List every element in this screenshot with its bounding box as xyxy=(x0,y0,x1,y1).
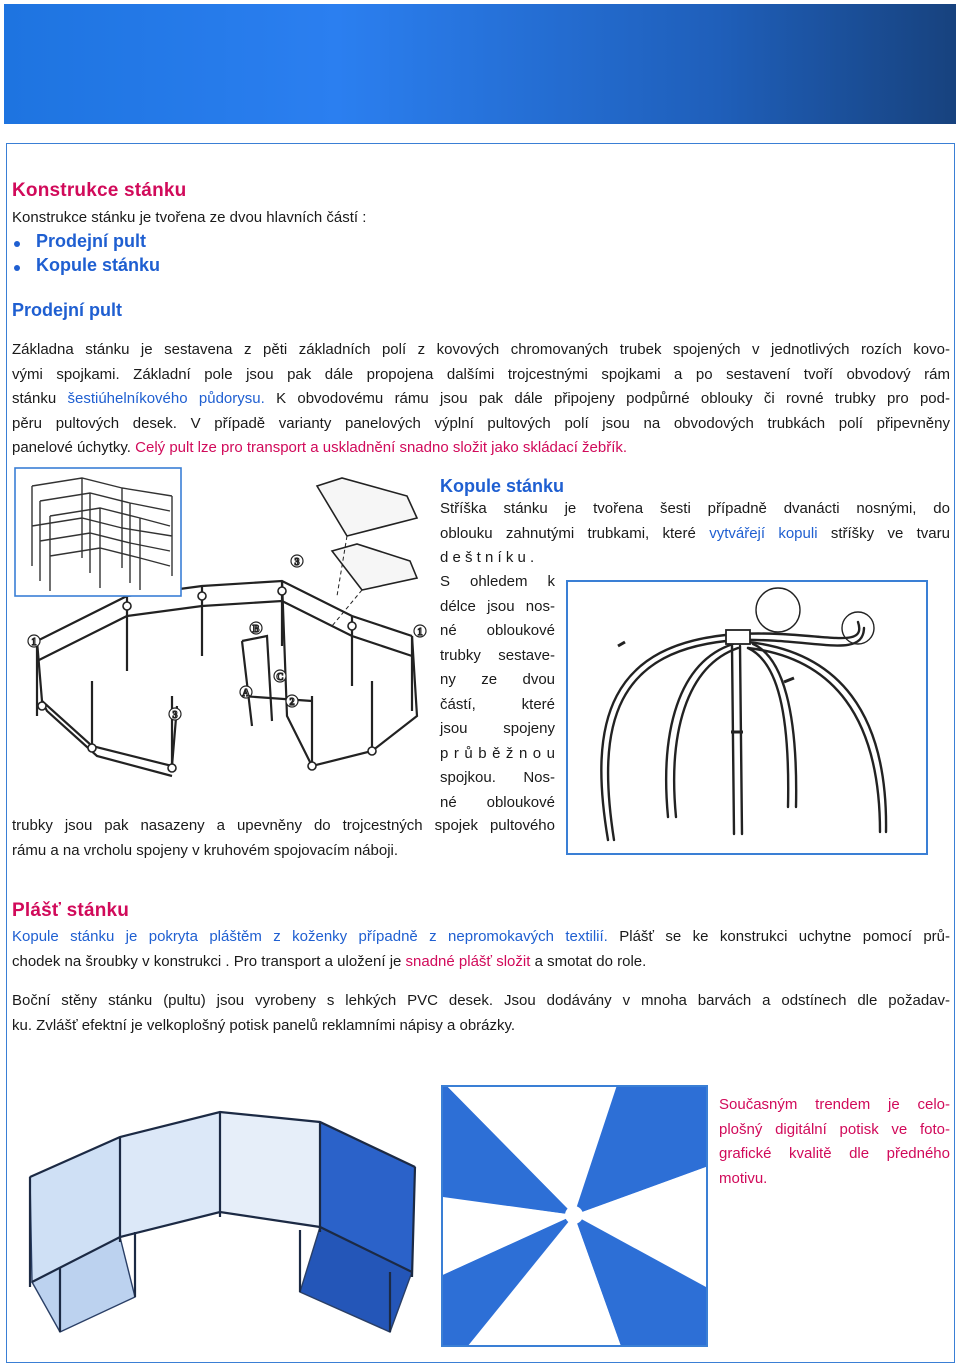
konstrukce-intro: Konstrukce stánku je tvořena ze dvou hlavních částí : xyxy=(12,209,367,226)
pult-line-1: Základna stánku je sestavena z pěti základních polí z kovových chromovaných trubek spojených v jednotlivých rozích kovo- xyxy=(12,341,950,358)
label-a: A xyxy=(242,688,250,699)
canopy-arches-figure xyxy=(566,580,928,855)
kopule-narrow-line: trubky sestave- xyxy=(440,646,555,664)
umbrella-top-diagram xyxy=(443,1087,706,1345)
plast-p2-line-1: Boční stěny stánku (pultu) jsou vyrobeny s lehkých PVC desek. Jsou dodávány v mnoha barvách a odstínech dle požadav- xyxy=(12,992,950,1009)
label-3-top: 3 xyxy=(294,557,300,568)
pult-line-3: stánku šestiúhelníkového půdorysu. K obvodovému rámu jsou pak dále připojeny podpůrné oblouky či rovné trubky pro pod- xyxy=(12,390,950,407)
plast-line-2: chodek na šroubky v konstrukci . Pro transport a uložení je snadné plášť složit a smotat do role. xyxy=(12,952,647,970)
sestiuhelnikoveho-link-text: šestiúhelníkového půdorysu. xyxy=(67,390,265,407)
promo-line: Současným trendem je celo- xyxy=(719,1096,950,1113)
kopule-narrow-line: né obloukové xyxy=(440,622,555,639)
label-1-left: 1 xyxy=(31,637,37,648)
kopule-narrow-line: ny ze dvou xyxy=(440,671,555,688)
section-title-konstrukce: Konstrukce stánku xyxy=(12,180,187,201)
plast-line-1: Kopule stánku je pokryta pláštěm z koženky případně z nepromokavých textilií. Plášť se ke konstrukci uchytne pomocí prů- xyxy=(12,928,950,945)
kopule-narrow-line: S ohledem k xyxy=(440,573,555,590)
bullet-prodejni-pult: Prodejní pult xyxy=(36,231,146,251)
kopule-paragraph-top xyxy=(440,497,950,571)
panel-walls-diagram xyxy=(20,1082,440,1342)
label-1-right: 1 xyxy=(417,627,423,638)
promo-line: motivu. xyxy=(719,1169,768,1187)
promo-paragraph xyxy=(719,1093,950,1191)
pult-line-2: vými spojkami. Základní pole jsou pak dále propojena dalšími trojcestnými spojkami a po sestavení tvoří obvodový rám xyxy=(12,365,950,383)
pult-paragraph xyxy=(12,338,950,461)
kopule-line-3: d e š t n í k u . xyxy=(440,549,535,566)
pult-line-4: pěru pultových desek. V případě varianty panelových výplní pultových polí jsou na obvodových trubkách polí připevněny xyxy=(12,414,950,432)
plast-p2-line-2: ku. Zvlášť efektní je velkoplošný potisk panelů reklamními nápisy a obrázky. xyxy=(12,1016,516,1034)
kopule-narrow-line: spojkou. Nos- xyxy=(440,769,555,786)
promo-line: plošný digitální potisk ve foto- xyxy=(719,1120,950,1138)
kopule-wide-line: rámu a na vrcholu spojeny v kruhovém spojovacím náboji. xyxy=(12,841,399,859)
promo-line: grafické kvalitě dle předného xyxy=(719,1145,950,1162)
kopule-narrow-line: délce jsou nos- xyxy=(440,597,555,615)
kopule-wide-line: trubky jsou pak nasazeny a upevněny do trojcestných spojek pultového xyxy=(12,817,555,834)
kopule-highlight: vytvářejí kopuli xyxy=(709,524,818,542)
label-2: 2 xyxy=(289,697,295,708)
bullet-kopule-stanku: Kopule stánku xyxy=(36,255,161,275)
header-banner xyxy=(4,4,956,124)
section-title-prodejni-pult: Prodejní pult xyxy=(12,300,122,320)
bullet-dot-icon xyxy=(14,241,20,247)
plast-highlight-blue: Kopule stánku je pokryta pláštěm z koženky případně z nepromokavých textilií. xyxy=(12,928,608,945)
kopule-paragraph-wide xyxy=(12,814,555,863)
section-title-kopule: Kopule stánku xyxy=(440,476,565,496)
label-3-bottom: 3 xyxy=(172,710,178,721)
frame-assembly-diagram xyxy=(12,466,432,798)
plast-paragraph-1 xyxy=(12,925,950,974)
zebrik-highlight: Celý pult lze pro transport a uskladnění snadno složit jako skládací žebřík. xyxy=(135,439,628,456)
kopule-narrow-line: jsou spojeny xyxy=(440,720,555,737)
bullet-dot-icon xyxy=(14,265,20,271)
panel-walls-figure xyxy=(20,1082,440,1342)
label-b: B xyxy=(252,624,260,635)
plast-highlight-pink: snadné plášť složit xyxy=(405,952,531,970)
kopule-narrow-line: né obloukové xyxy=(440,793,555,811)
kopule-paragraph-narrow xyxy=(440,570,555,815)
kopule-line-2: oblouku zahnutými trubkami, které vytvářejí kopuli stříšky ve tvaru xyxy=(440,524,950,542)
canopy-arches-diagram xyxy=(568,582,926,853)
section-title-plast: Plášť stánku xyxy=(12,900,130,921)
label-c: C xyxy=(276,672,284,683)
frame-assembly-figure xyxy=(12,466,432,798)
kopule-line-1: Stříška stánku je tvořena šesti případně dvanácti nosnými, do xyxy=(440,500,950,517)
umbrella-print-figure xyxy=(441,1085,708,1347)
pult-line-5: panelové úchytky. Celý pult lze pro transport a uskladnění snadno složit jako skládací žebřík. xyxy=(12,439,628,456)
kopule-narrow-line: částí, které xyxy=(440,695,555,713)
plast-paragraph-2 xyxy=(12,989,950,1038)
kopule-narrow-line: p r ů b ě ž n o u xyxy=(440,744,555,762)
